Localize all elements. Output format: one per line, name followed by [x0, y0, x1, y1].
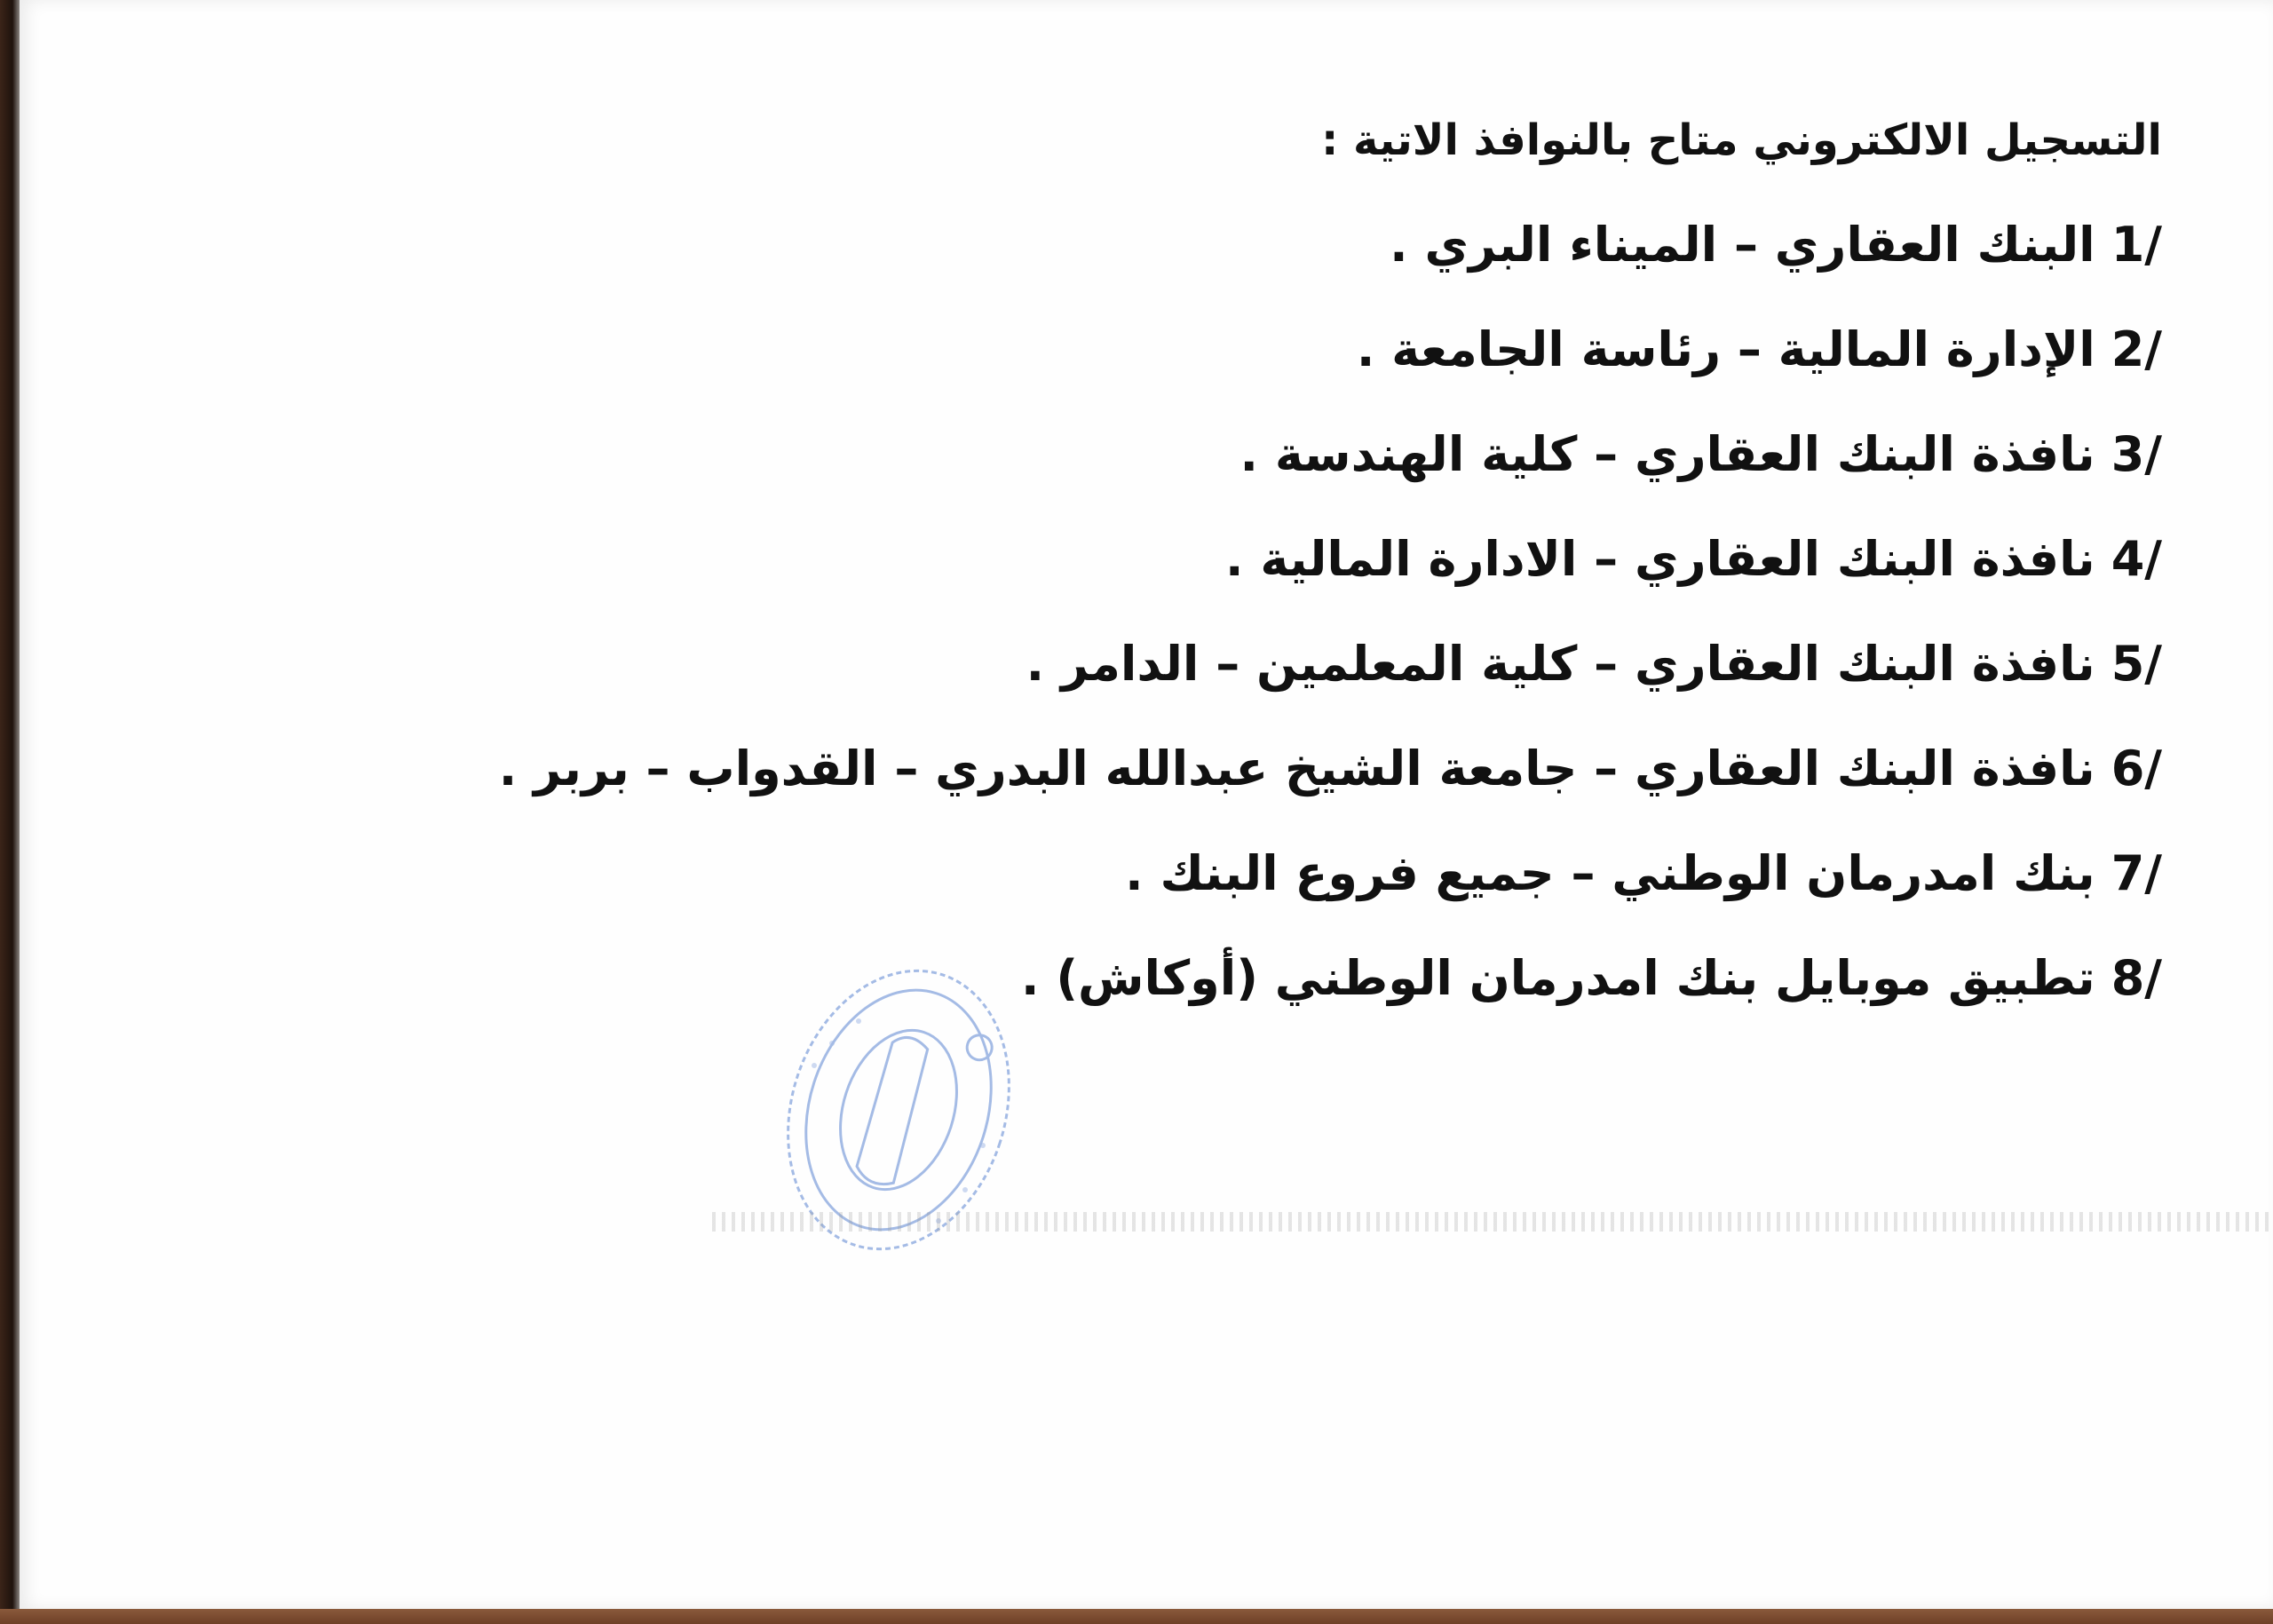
- paper-sheet: [20, 0, 2273, 1609]
- scan-bottom-edge: [0, 1609, 2273, 1624]
- seal-inner-ring: [776, 966, 1021, 1254]
- window-list: [475, 201, 2162, 1023]
- item-text: نافذة البنك العقاري – كلية المعلمين – الدامر .: [1026, 636, 2095, 692]
- item-number: 6/: [2111, 741, 2162, 796]
- list-item: [475, 725, 2162, 813]
- item-text: بنك امدرمان الوطني – جميع فروع البنك .: [1125, 845, 2095, 901]
- list-item: [475, 620, 2162, 709]
- item-number: 5/: [2111, 636, 2162, 692]
- item-text: نافذة البنك العقاري – كلية الهندسة .: [1239, 426, 2095, 482]
- list-item: [475, 305, 2162, 394]
- list-item: [475, 934, 2162, 1023]
- item-number: 1/: [2111, 217, 2162, 273]
- item-text: نافذة البنك العقاري – الادارة المالية .: [1225, 531, 2095, 587]
- item-text: الإدارة المالية – رئاسة الجامعة .: [1356, 321, 2095, 377]
- document-heading: التسجيل الالكتروني متاح بالنوافذ الاتية :: [1321, 115, 2162, 165]
- list-item: [475, 201, 2162, 289]
- item-number: 7/: [2111, 845, 2162, 901]
- list-item: [475, 829, 2162, 918]
- item-number: 4/: [2111, 531, 2162, 587]
- item-text: البنك العقاري – الميناء البري .: [1390, 217, 2095, 273]
- scan-noise-line: [712, 1212, 2273, 1232]
- seal-center-mark: [850, 1033, 938, 1188]
- document-body: [475, 99, 2162, 1039]
- seal-emblem: [964, 1032, 995, 1063]
- list-item: [475, 515, 2162, 604]
- item-text: تطبيق موبايل بنك امدرمان الوطني (أوكاش) .: [1021, 950, 2095, 1006]
- item-number: 8/: [2111, 950, 2162, 1006]
- item-text: نافذة البنك العقاري – جامعة الشيخ عبدالله البدري – القدواب – بربر .: [498, 741, 2095, 796]
- item-number: 3/: [2111, 426, 2162, 482]
- seal-core-ring: [821, 1015, 977, 1204]
- item-number: 2/: [2111, 321, 2162, 377]
- list-item: [475, 410, 2162, 499]
